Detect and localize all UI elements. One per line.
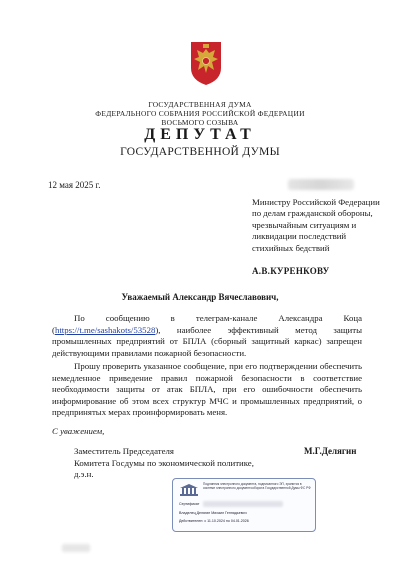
stamp-header: Подлинник электронного документа, подписанного ЭП, хранится в системе электронного документооборота Государственной Думы ФС РФ <box>203 482 311 490</box>
telegram-link[interactable]: https://t.me/sashakots/53528 <box>54 324 156 335</box>
position-line-2: Комитета Госдумы по экономической политике, <box>74 457 254 468</box>
addressee-org: Министру Российской Федерации по делам гражданской обороны, чрезвычайным ситуациям и ликвидации последствий стихийных бедствий <box>252 197 380 253</box>
signer-name: М.Г.Делягин <box>304 446 357 456</box>
header-line-convocation: ВОСЬМОГО СОЗЫВА <box>161 118 239 127</box>
redacted-footer <box>62 544 90 552</box>
closing-regards: С уважением, <box>52 426 105 436</box>
stamp-owner: Владелец Делягин Михаил Геннадьевич <box>179 511 247 515</box>
coat-of-arms-icon <box>189 40 223 86</box>
letter-date: 12 мая 2025 г. <box>48 180 101 190</box>
body-paragraph-2: Прошу проверить указанное сообщение, при его подтверждении обеспечить немедленное приведение правил пожарной безопасности в соответствие необходимости защиты от атак БПЛА, при его ошибочности обеспечить информирование об этом всех структур МЧС и промышленных предприятий, о предпринятых мерах проинформировать меня. <box>52 361 362 418</box>
paragraph-1-end: ), наиболее эффективный метод защиты промышленных предприятий от БПЛА (сборный защитный каркас) запрещен действующими правилами пожарной безопасности. <box>52 324 362 358</box>
addressee-name: А.В.КУРЕНКОВУ <box>252 266 330 276</box>
duma-building-icon <box>179 483 199 497</box>
stamp-validity: Действителен: с 11.10.2024 по 04.01.2026 <box>179 519 249 523</box>
redacted-reference <box>288 179 354 190</box>
paragraph-1-start: По сообщению в телеграм-канале Александра Коца ( <box>52 313 362 335</box>
body-paragraph-1 <box>52 313 362 359</box>
digital-signature-stamp <box>172 478 316 532</box>
redacted-certificate <box>203 501 283 507</box>
header-line-duma: ГОСУДАРСТВЕННАЯ ДУМА <box>148 100 252 109</box>
stamp-cert-label: Сертификат <box>179 502 200 506</box>
position-line-3: д.э.н. <box>74 469 94 480</box>
header-subtitle: ГОСУДАРСТВЕННОЙ ДУМЫ <box>120 146 280 158</box>
signer-position <box>74 446 254 481</box>
position-line-1: Заместитель Председателя <box>74 446 174 456</box>
header-line-assembly: ФЕДЕРАЛЬНОГО СОБРАНИЯ РОССИЙСКОЙ ФЕДЕРАЦИИ <box>95 109 305 118</box>
header-title: ДЕПУТАТ <box>144 126 256 143</box>
salutation: Уважаемый Александр Вячеславович, <box>121 292 279 302</box>
